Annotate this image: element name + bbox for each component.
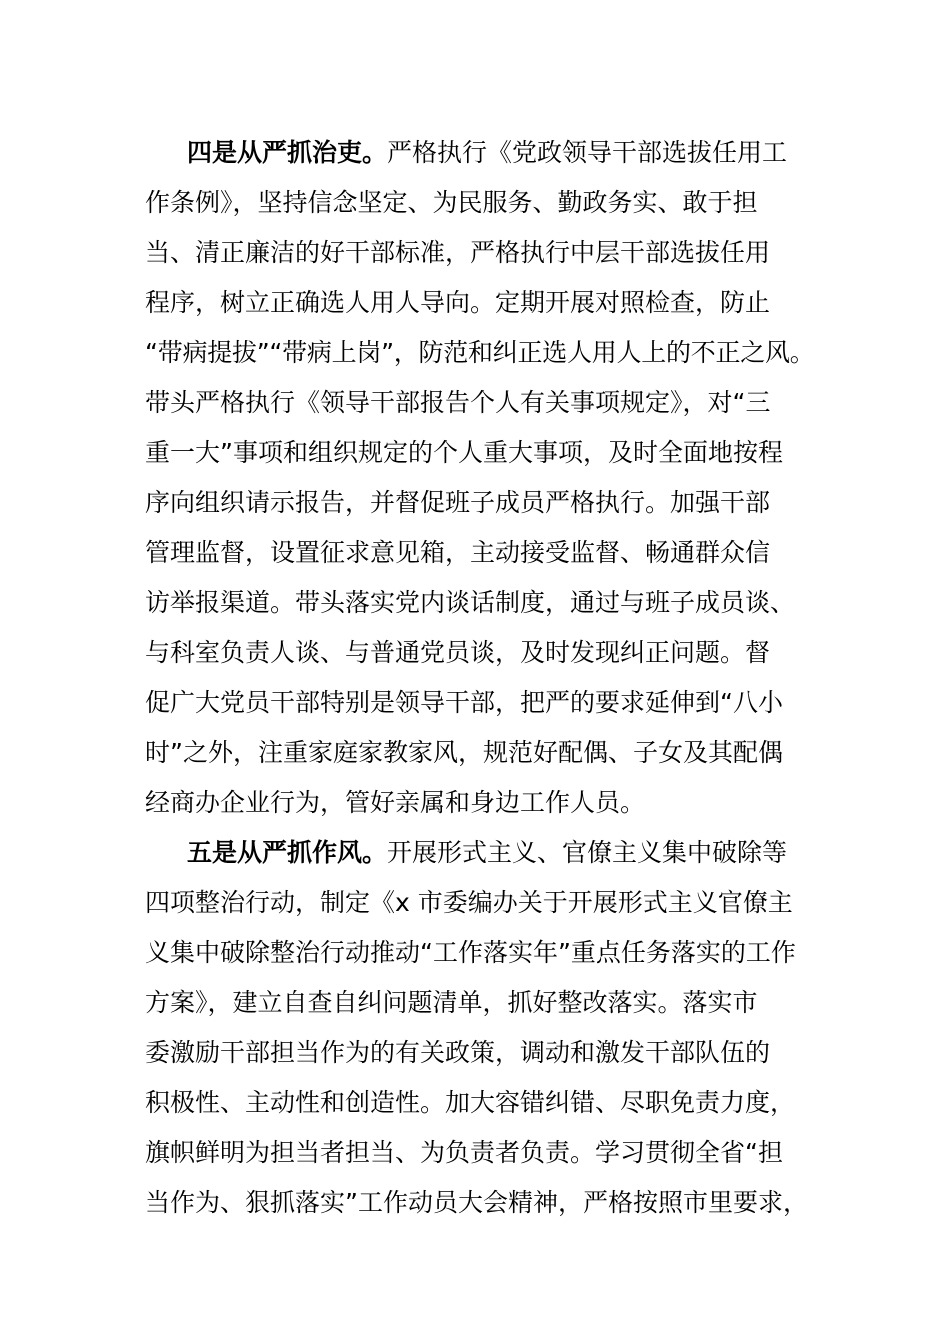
- text-line: [145, 328, 815, 378]
- line-text: “带病提拔”“带病上岗”，防范和纠正选人用人上的不正之风。: [145, 338, 815, 367]
- line-text: 义集中破除整治行动推动“工作落实年”重点任务落实的工作: [145, 938, 796, 967]
- text-line: [145, 778, 815, 828]
- text-line: [145, 1028, 815, 1078]
- line-text: 当、清正廉洁的好干部标准，严格执行中层干部选拔任用: [145, 238, 771, 267]
- paragraph-heading: 五是从严抓作风。: [187, 838, 388, 867]
- line-text: 程序，树立正确选人用人导向。定期开展对照检查，防止: [145, 288, 771, 317]
- line-text: 积极性、主动性和创造性。加大容错纠错、尽职免责力度，: [145, 1088, 796, 1117]
- text-line: [145, 928, 815, 978]
- line-text: 经商办企业行为，管好亲属和身边工作人员。: [145, 788, 646, 817]
- line-text: 访举报渠道。带头落实党内谈话制度，通过与班子成员谈、: [145, 588, 796, 617]
- document-body: [145, 128, 815, 1228]
- text-line: [145, 128, 815, 178]
- text-line: [145, 828, 815, 878]
- text-line: [145, 528, 815, 578]
- text-line: [145, 978, 815, 1028]
- line-text: 带头严格执行《领导干部报告个人有关事项规定》，对“三: [145, 388, 771, 417]
- text-line: [145, 478, 815, 528]
- line-text: 作条例》，坚持信念坚定、为民服务、勤政务实、敢于担: [145, 188, 758, 217]
- text-line: [145, 178, 815, 228]
- line-text: 开展形式主义、官僚主义集中破除等: [387, 838, 788, 867]
- line-text: 序向组织请示报告，并督促班子成员严格执行。加强干部: [145, 488, 771, 517]
- text-line: [145, 1078, 815, 1128]
- line-text: 当作为、狠抓落实”工作动员大会精神，严格按照市里要求，: [145, 1188, 808, 1217]
- paragraph-heading: 四是从严抓治吏。: [187, 138, 388, 167]
- text-line: [145, 678, 815, 728]
- line-text: 委激励干部担当作为的有关政策，调动和激发干部队伍的: [145, 1038, 771, 1067]
- paragraph: [145, 128, 815, 828]
- text-line: [145, 428, 815, 478]
- line-text: 促广大党员干部特别是领导干部，把严的要求延伸到“八小: [145, 688, 783, 717]
- text-line: [145, 578, 815, 628]
- paragraph: [145, 828, 815, 1228]
- line-text: 方案》，建立自查自纠问题清单，抓好整改落实。落实市: [145, 988, 758, 1017]
- text-line: [145, 628, 815, 678]
- text-line: [145, 278, 815, 328]
- line-text: 时”之外，注重家庭家教家风，规范好配偶、子女及其配偶: [145, 738, 783, 767]
- line-text: 管理监督，设置征求意见箱，主动接受监督、畅通群众信: [145, 538, 771, 567]
- line-text: 与科室负责人谈、与普通党员谈，及时发现纠正问题。督: [145, 638, 771, 667]
- text-line: [145, 228, 815, 278]
- text-line: [145, 378, 815, 428]
- text-line: [145, 728, 815, 778]
- line-text: 重一大”事项和组织规定的个人重大事项，及时全面地按程: [145, 438, 783, 467]
- text-line: [145, 1128, 815, 1178]
- text-line: [145, 1178, 815, 1228]
- line-text: 四项整治行动，制定《x 市委编办关于开展形式主义官僚主: [145, 888, 793, 917]
- line-text: 严格执行《党政领导干部选拔任用工: [387, 138, 788, 167]
- line-text: 旗帜鲜明为担当者担当、为负责者负责。学习贯彻全省“担: [145, 1138, 783, 1167]
- text-line: [145, 878, 815, 928]
